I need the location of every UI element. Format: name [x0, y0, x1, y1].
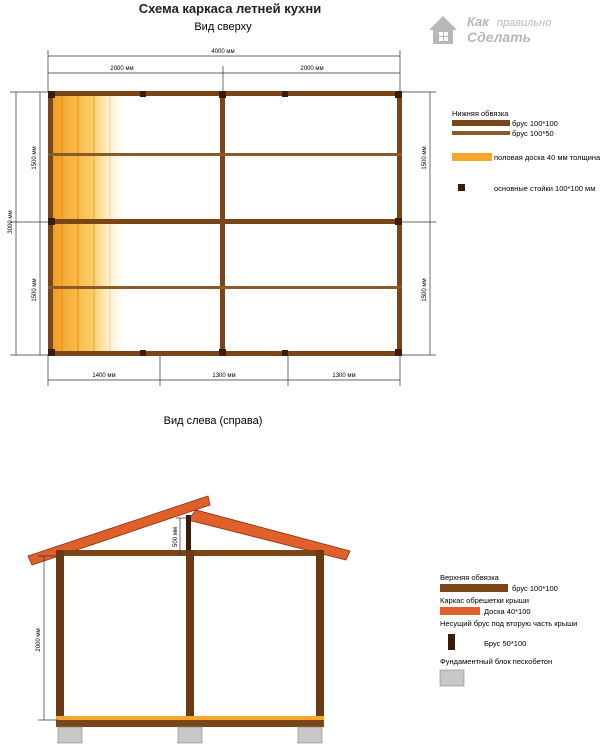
dim-right-lower: 1500 мм [422, 278, 428, 302]
legend-posts: основные стойки 100*100 мм [494, 184, 596, 193]
legend-swatch-foundation [440, 670, 464, 686]
legend-beam-100x100: брус 100*100 [512, 119, 558, 128]
dim-left-lower: 1500 мм [32, 278, 38, 302]
top-dimensions [48, 50, 400, 92]
legend-swatch-ridge-beam [448, 634, 455, 650]
dim-total-depth: 3000 мм [8, 210, 14, 234]
dim-total-width: 4000 мм [211, 49, 235, 55]
top-view-title: Вид сверху [194, 21, 252, 33]
dim-bottom-1: 1400 мм [92, 373, 116, 379]
legend-swatch-roof [440, 607, 480, 615]
legend-board-40x100: Доска 40*100 [484, 607, 531, 616]
top-legend [452, 109, 600, 193]
dim-left-upper: 1500 мм [32, 146, 38, 170]
side-view-title: Вид слева (справа) [163, 415, 263, 427]
side-post-right [316, 550, 324, 720]
dim-half-right: 2000 мм [300, 66, 324, 72]
foundation-block-middle [178, 727, 202, 743]
legend-foundation: Фундаментный блок пескобетон [440, 657, 553, 666]
foundation-block-left [58, 727, 82, 743]
legend-swatch-floor [452, 153, 492, 161]
legend-side-beam-100x100: брус 100*100 [512, 584, 558, 593]
ridge-support-50x100 [186, 515, 191, 551]
legend-swatch-100x50 [452, 131, 510, 135]
side-legend [440, 573, 577, 686]
left-dimensions [10, 92, 52, 355]
dim-ridge: 500 мм [173, 527, 179, 547]
bottom-dimensions [48, 355, 400, 386]
side-post-middle [186, 550, 194, 720]
legend-top-frame: Верхняя обвязка [440, 573, 499, 582]
legend-swatch-post [458, 184, 465, 191]
dim-height: 2000 мм [36, 628, 42, 652]
bottom-frame-side [56, 720, 324, 727]
dim-bottom-2: 1300 мм [212, 373, 236, 379]
logo-word-1: Как [467, 14, 489, 29]
logo-word-2: правильно [497, 17, 552, 29]
dim-half-left: 2000 мм [110, 66, 134, 72]
foundation-block-right [298, 727, 322, 743]
legend-second-roof-beam: Несущий брус под вторую часть крыши [440, 619, 578, 628]
floor-board-side [56, 716, 324, 720]
logo-word-3: Сделать [467, 29, 531, 45]
legend-swatch-top-frame [440, 584, 508, 592]
legend-roof-frame: Каркас обрешетки крыши [440, 596, 529, 605]
legend-beam-100x50: брус 100*50 [512, 129, 554, 138]
page-title: Схема каркаса летней кухни [138, 1, 322, 16]
dim-bottom-3: 1300 мм [332, 373, 356, 379]
legend-floor-board: половая доска 40 мм толщина [494, 153, 600, 162]
right-dimensions [400, 92, 436, 355]
side-post-left [56, 550, 64, 720]
dim-right-upper: 1500 мм [422, 146, 428, 170]
legend-beam-50x100: Брус 50*100 [484, 639, 527, 648]
legend-bottom-frame-heading: Нижняя обвязка [452, 109, 509, 118]
legend-swatch-100x100 [452, 120, 510, 126]
